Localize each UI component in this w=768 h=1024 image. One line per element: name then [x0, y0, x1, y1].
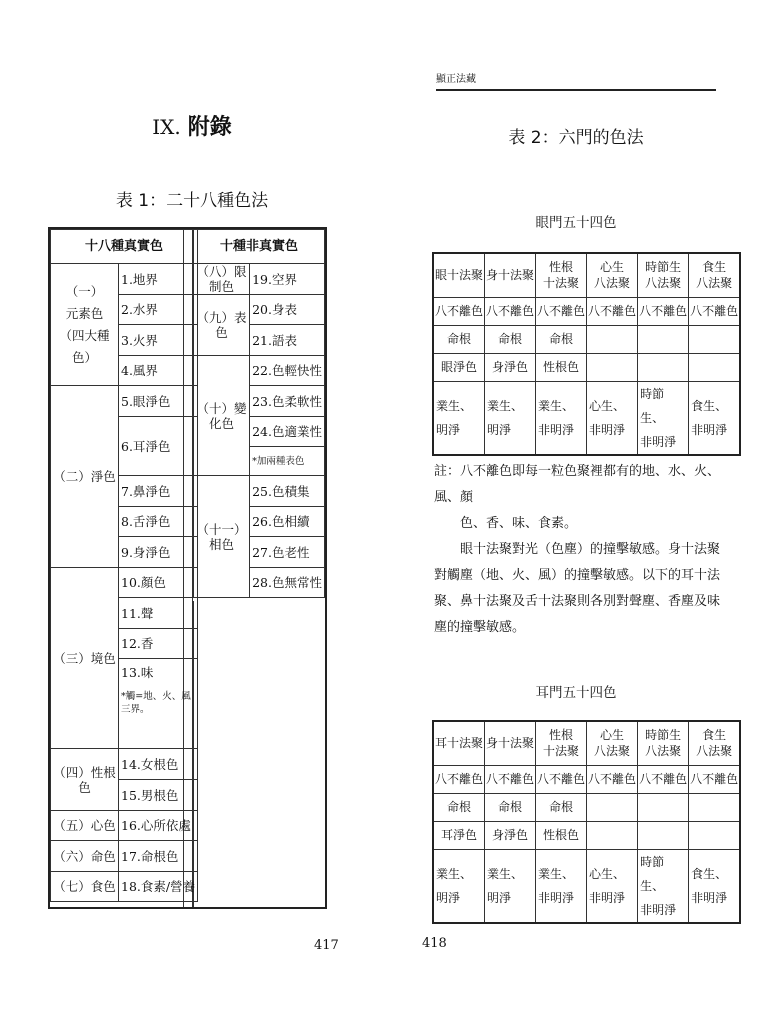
table-cell: 性根色: [536, 821, 587, 849]
table-cell: 27.色老性: [250, 537, 325, 568]
table-header-cell: 心生 八法聚: [587, 253, 638, 297]
table-cell: [638, 793, 689, 821]
table-cell: 16.心所依處: [119, 811, 198, 841]
table-cell: 八不離色: [689, 765, 741, 793]
table-cell: 12.香: [119, 629, 198, 659]
table-cell: 業生、 明淨: [433, 381, 485, 455]
category-heart: （五）心色: [51, 811, 119, 841]
appendix-title: [0, 110, 384, 141]
appendix-number: IX.: [152, 115, 181, 139]
table-row: [433, 297, 740, 325]
table-row: [433, 765, 740, 793]
table-row: [433, 849, 740, 923]
page-number-right: 418: [422, 936, 447, 951]
table-cell: 21.語表: [250, 325, 325, 356]
table-cell: 23.色柔軟性: [250, 386, 325, 417]
table-cell: 八不離色: [689, 297, 741, 325]
category-objective: （三）境色: [51, 568, 119, 749]
table-header-cell: 時節生 八法聚: [638, 721, 689, 765]
table-cell: 命根: [433, 325, 485, 353]
table-cell: 4.風界: [119, 356, 198, 386]
table-header-cell: 性根 十法聚: [536, 721, 587, 765]
category-sensitive: （二）淨色: [51, 386, 119, 568]
table-cell: 命根: [536, 325, 587, 353]
table-header-cell: 心生 八法聚: [587, 721, 638, 765]
table1-caption: 表 1：二十八種色法: [115, 191, 269, 211]
category-limiting: （八）限制色: [194, 264, 250, 295]
eye-door-table: [432, 252, 741, 456]
table-header-cell: 時節生 八法聚: [638, 253, 689, 297]
table-cell: 八不離色: [587, 297, 638, 325]
table-cell: 命根: [485, 793, 536, 821]
table-header-cell: 耳十法聚: [433, 721, 485, 765]
table-cell: 八不離色: [587, 765, 638, 793]
right-page: [384, 0, 768, 1024]
table-cell: 耳淨色: [433, 821, 485, 849]
category-characteristic: （十一）相色: [194, 476, 250, 598]
table-cell: 3.火界: [119, 325, 198, 356]
table-cell: 八不離色: [485, 765, 536, 793]
table-header-cell: 身十法聚: [485, 253, 536, 297]
table-header-cell: 性根 十法聚: [536, 253, 587, 297]
page-number-left: 417: [314, 938, 339, 953]
table-cell: [689, 325, 741, 353]
table-cell: 20.身表: [250, 295, 325, 325]
table-cell: [587, 793, 638, 821]
table-cell: 食生、 非明淨: [689, 849, 741, 923]
ear-door-title: 耳門五十四色: [535, 685, 617, 701]
table-cell: 8.舌淨色: [119, 507, 198, 537]
note-paragraph: 眼十法聚對光（色塵）的撞擊敏感。身十法聚對觸塵（地、火、風）的撞擊敏感。以下的耳十法聚、鼻十法聚及舌十法聚則各別對聲塵、香塵及味塵的撞擊敏感。: [434, 542, 721, 635]
table-cell: [689, 821, 741, 849]
table-cell: 業生、 非明淨: [536, 849, 587, 923]
table1-left-header: 十八種真實色: [51, 230, 198, 264]
category-elements: （一） 元素色 （四大種色）: [51, 264, 119, 386]
table-cell: 24.色適業性: [250, 417, 325, 447]
table-cell: 2.水界: [119, 295, 198, 325]
table-cell: 業生、 明淨: [485, 849, 536, 923]
table-header-cell: 身十法聚: [485, 721, 536, 765]
table1-empty-area: [193, 601, 325, 907]
category-communicating: （九）表色: [194, 295, 250, 356]
table-cell: 食生、 非明淨: [689, 381, 741, 455]
table-cell: 身淨色: [485, 353, 536, 381]
table-cell: 18.食素/營養: [119, 872, 198, 902]
table-cell: 眼淨色: [433, 353, 485, 381]
table1-right-header: 十種非真實色: [194, 230, 325, 264]
table-cell: 身淨色: [485, 821, 536, 849]
table-cell: 6.耳淨色: [119, 417, 198, 476]
table-header-cell: 食生 八法聚: [689, 721, 741, 765]
table-cell: [587, 325, 638, 353]
table-cell: [638, 821, 689, 849]
table-header-cell: 眼十法聚: [433, 253, 485, 297]
table-row: [433, 353, 740, 381]
table-cell: 10.顏色: [119, 568, 198, 598]
table-cell: 心生、 非明淨: [587, 849, 638, 923]
table-cell: [587, 353, 638, 381]
table-cell: 八不離色: [536, 297, 587, 325]
category-changeable: （十）變化色: [194, 356, 250, 476]
table-row: [433, 325, 740, 353]
table-cell: [689, 793, 741, 821]
note-line-1: 註：八不離色即每一粒色聚裡都有的地、水、火、風、顏: [434, 464, 721, 505]
table-cell: 命根: [433, 793, 485, 821]
table-cell: [689, 353, 741, 381]
note-block: [434, 459, 724, 641]
table-cell: 八不離色: [433, 765, 485, 793]
table-header-cell: 食生 八法聚: [689, 253, 741, 297]
note-line-2: 色、香、味、食素。: [460, 516, 578, 531]
table-cell: 25.色積集: [250, 476, 325, 507]
table-cell: 命根: [485, 325, 536, 353]
table-cell: 22.色輕快性: [250, 356, 325, 386]
running-head: 顯正法藏: [436, 70, 716, 91]
table-cell: [638, 353, 689, 381]
item-taste: 13.味: [121, 665, 154, 680]
table2-caption: 表 2：六門的色法: [508, 128, 644, 148]
table1-real-matter: [50, 229, 198, 902]
table-cell: 9.身淨色: [119, 537, 198, 568]
table-cell: 心生、 非明淨: [587, 381, 638, 455]
table-cell: 11.聲: [119, 598, 198, 629]
category-sex: （四）性根色: [51, 749, 119, 811]
ear-door-table: [432, 720, 741, 924]
table-row: [433, 793, 740, 821]
table-cell: 26.色相續: [250, 507, 325, 537]
category-life: （六）命色: [51, 841, 119, 872]
table-cell: 八不離色: [638, 297, 689, 325]
table-cell: 1.地界: [119, 264, 198, 295]
category-nutritive: （七）食色: [51, 872, 119, 902]
table-cell: 28.色無常性: [250, 568, 325, 598]
table-cell: 業生、 明淨: [433, 849, 485, 923]
table-cell: [638, 325, 689, 353]
table-cell: 19.空界: [250, 264, 325, 295]
table-cell: 業生、 明淨: [485, 381, 536, 455]
table-cell: 性根色: [536, 353, 587, 381]
table-cell: 15.男根色: [119, 780, 198, 811]
appendix-heading: 附錄: [187, 115, 232, 140]
table-cell: 八不離色: [485, 297, 536, 325]
touch-note: *觸=地、火、風三界。: [121, 691, 191, 715]
eye-door-title: 眼門五十四色: [535, 215, 617, 231]
table-cell: 八不離色: [638, 765, 689, 793]
table-cell: 時節生、 非明淨: [638, 849, 689, 923]
table-row: [433, 821, 740, 849]
table-cell: 7.鼻淨色: [119, 476, 198, 507]
table-cell: 17.命根色: [119, 841, 198, 872]
table1: [48, 227, 327, 909]
table-cell: 時節生、 非明淨: [638, 381, 689, 455]
table-cell: 八不離色: [433, 297, 485, 325]
table-cell: 14.女根色: [119, 749, 198, 780]
table-cell: 5.眼淨色: [119, 386, 198, 417]
table-cell: [587, 821, 638, 849]
table-row: [433, 381, 740, 455]
table-cell: 命根: [536, 793, 587, 821]
table-cell: 業生、 非明淨: [536, 381, 587, 455]
table-cell: [119, 659, 198, 749]
table1-unreal-matter: [193, 229, 325, 598]
changeable-note: *加兩種表色: [250, 447, 325, 476]
table-cell: 八不離色: [536, 765, 587, 793]
